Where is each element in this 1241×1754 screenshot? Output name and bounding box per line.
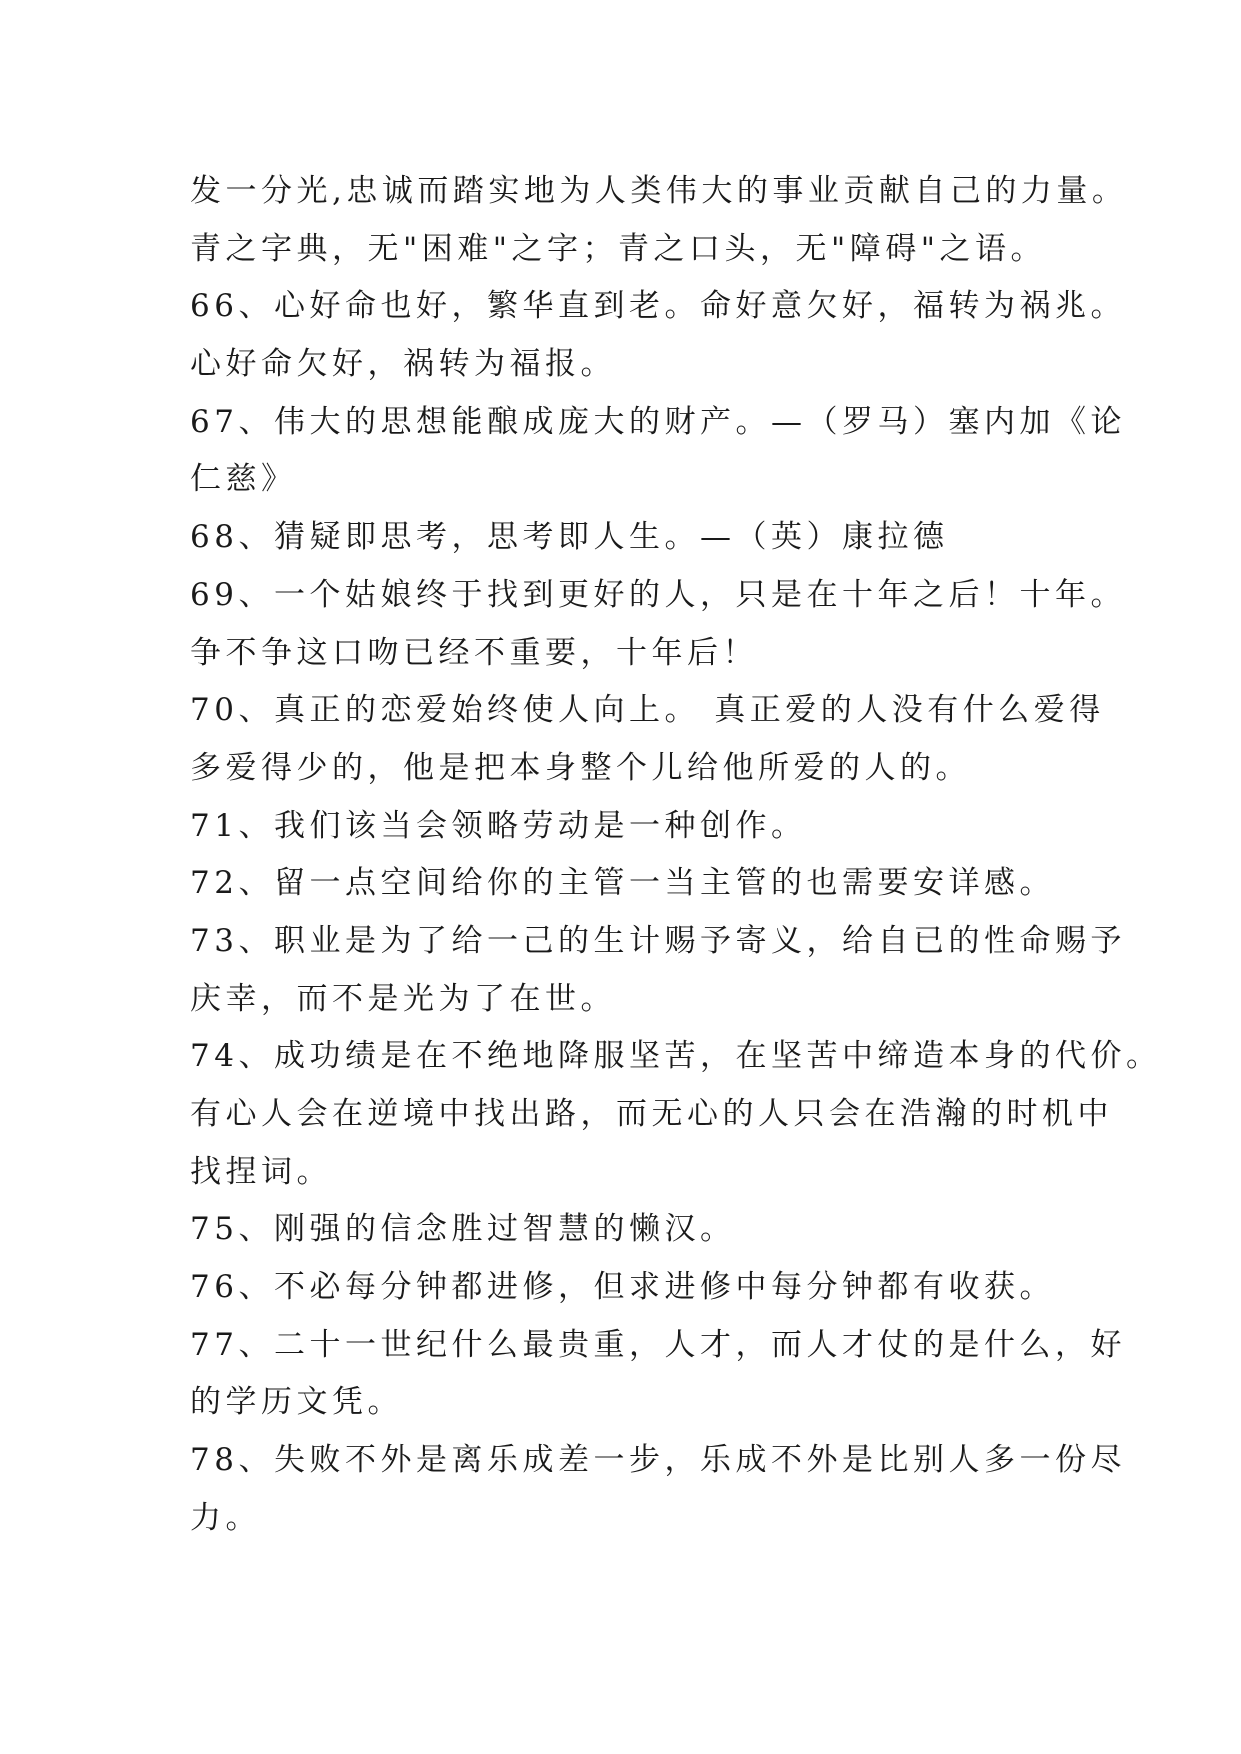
text-line: 仁慈》 xyxy=(190,461,297,498)
text-line: 73、职业是为了给一己的生计赐予寄义，给自已的性命赐予 xyxy=(190,922,1126,959)
text-line: 67、伟大的思想能酿成庞大的财产。—（罗马）塞内加《论 xyxy=(190,403,1126,440)
text-line: 心好命欠好，祸转为福报。 xyxy=(190,346,616,383)
text-line: 多爱得少的，他是把本身整个儿给他所爱的人的。 xyxy=(190,749,971,786)
text-line: 71、我们该当会领略劳动是一种创作。 xyxy=(190,807,807,844)
text-line: 力。 xyxy=(190,1499,261,1536)
text-line: 66、心好命也好，繁华直到老。命好意欠好，福转为祸兆。 xyxy=(190,288,1126,325)
text-line: 72、留一点空间给你的主管一当主管的也需要安详感。 xyxy=(190,865,1055,902)
text-line: 77、二十一世纪什么最贵重，人才，而人才仗的是什么，好 xyxy=(190,1326,1126,1363)
text-line: 找捏词。 xyxy=(190,1153,332,1190)
text-line: 发一分光,忠诚而踏实地为人类伟大的事业贡献自己的力量。 xyxy=(190,173,1128,209)
text-line: 74、成功绩是在不绝地降服坚苦，在坚苦中缔造本身的代价。 xyxy=(190,1038,1162,1075)
text-line: 有心人会在逆境中找出路，而无心的人只会在浩瀚的时机中 xyxy=(190,1096,1113,1132)
text-line: 庆幸，而不是光为了在世。 xyxy=(190,980,616,1017)
text-line: 76、不必每分钟都进修，但求进修中每分钟都有收获。 xyxy=(190,1269,1055,1306)
text-line: 的学历文凭。 xyxy=(190,1384,403,1421)
text-line: 争不争这口吻已经不重要，十年后！ xyxy=(190,634,758,671)
text-line: 78、失败不外是离乐成差一步，乐成不外是比别人多一份尽 xyxy=(190,1442,1126,1479)
text-line: 青之字典，无"困难"之字；青之口头，无"障碍"之语。 xyxy=(190,230,1047,267)
quote-text-block xyxy=(190,163,1200,1548)
text-line: 70、真正的恋爱始终使人向上。 真正爱的人没有什么爱得 xyxy=(190,692,1105,729)
text-line: 69、一个姑娘终于找到更好的人，只是在十年之后！十年。 xyxy=(190,576,1126,613)
text-line: 75、刚强的信念胜过智慧的懒汉。 xyxy=(190,1211,736,1248)
text-line: 68、猜疑即思考，思考即人生。—（英）康拉德 xyxy=(190,519,949,556)
